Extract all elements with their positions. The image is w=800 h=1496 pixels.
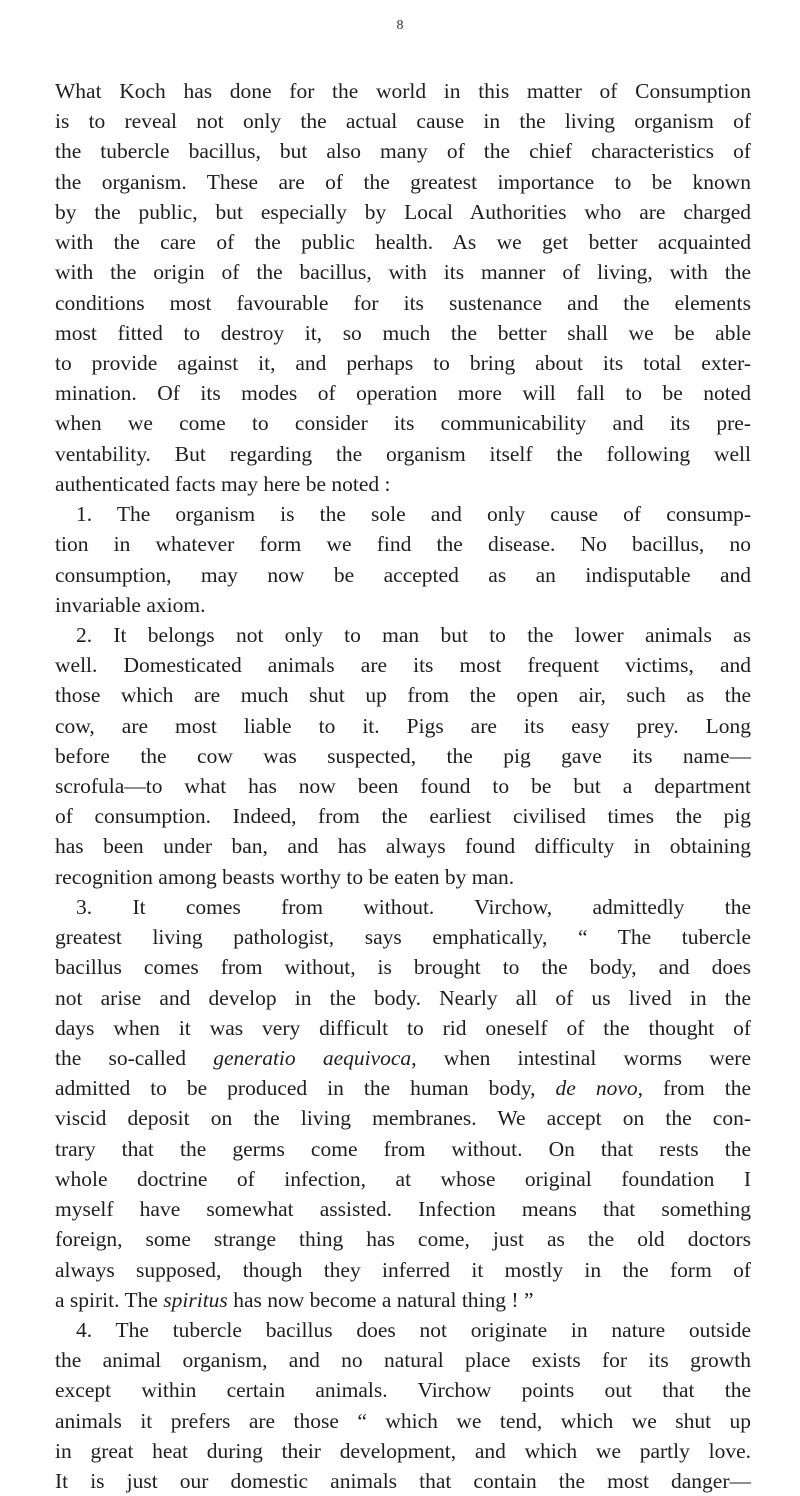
text-line: the animal organism, and no natural place exists for its growth: [55, 1348, 751, 1373]
text-line: scrofula—to what has now been found to be but a department: [55, 774, 751, 799]
text-line: before the cow was suspected, the pig gave its name—: [55, 743, 751, 768]
text-line: 1. The organism is the sole and only cause of consump-: [76, 502, 751, 527]
text-line: recognition among beasts worthy to be eaten by man.: [55, 864, 515, 889]
page-number: 8: [396, 18, 404, 33]
text-line: animals it prefers are those “ which we tend, which we shut up: [55, 1408, 751, 1433]
text-line: [55, 1043, 751, 1073]
text-line: the organism. These are of the greatest importance to be known: [55, 169, 751, 194]
text-line: by the public, but especially by Local Authorities who are charged: [55, 199, 751, 224]
text-segment: a spirit. The: [55, 1287, 164, 1312]
text-line: cow, are most liable to it. Pigs are its easy prey. Long: [55, 713, 751, 738]
text-line: with the care of the public health. As we get better acquainted: [55, 230, 751, 255]
body-text: [55, 76, 751, 1496]
text-segment: , when intestinal worms were: [411, 1046, 751, 1070]
text-line: has been under ban, and has always found difficulty in obtaining: [55, 834, 751, 859]
text-line: most fitted to destroy it, so much the better shall we be able: [55, 320, 751, 345]
text-line: always supposed, though they inferred it mostly in the form of: [55, 1257, 751, 1282]
text-line: except within certain animals. Virchow points out that the: [55, 1378, 751, 1403]
text-line: [55, 1073, 751, 1103]
text-line: is to reveal not only the actual cause in the living organism of: [55, 109, 751, 134]
text-line: ventability. But regarding the organism itself the following well: [55, 441, 751, 466]
text-line: It is just our domestic animals that contain the most danger—: [55, 1469, 751, 1494]
text-line: viscid deposit on the living membranes. We accept on the con-: [55, 1106, 751, 1131]
text-line: What Koch has done for the world in this matter of Consumption: [55, 79, 751, 103]
text-line: conditions most favourable for its sustenance and the elements: [55, 290, 751, 315]
text-line: whole doctrine of infection, at whose original foundation I: [55, 1166, 751, 1191]
text-line: 2. It belongs not only to man but to the lower animals as: [76, 622, 751, 647]
text-line: myself have somewhat assisted. Infection means that something: [55, 1197, 751, 1222]
text-line: the tubercle bacillus, but also many of the chief characteristics of: [55, 139, 751, 164]
text-line: greatest living pathologist, says emphatically, “ The tubercle: [55, 925, 751, 950]
text-line: mination. Of its modes of operation more will fall to be noted: [55, 381, 751, 406]
text-line: tion in whatever form we find the disease. No bacillus, no: [55, 532, 751, 557]
text-line: foreign, some strange thing has come, just as the old doctors: [55, 1227, 751, 1252]
text-line: trary that the germs come from without. On that rests the: [55, 1136, 751, 1161]
text-line: invariable axiom.: [55, 592, 206, 617]
text-line: in great heat during their development, and which we partly love.: [55, 1438, 751, 1463]
text-line: with the origin of the bacillus, with its manner of living, with the: [55, 260, 751, 285]
text-segment: admitted to be produced in the human body,: [55, 1076, 556, 1101]
italic-phrase: generatio aequivoca: [213, 1046, 412, 1070]
text-line: consumption, may now be accepted as an indisputable and: [55, 562, 751, 587]
italic-phrase: spiritus: [163, 1287, 228, 1312]
text-line: 3. It comes from without. Virchow, admittedly the: [76, 894, 751, 919]
italic-phrase: de novo: [555, 1076, 638, 1101]
text-line: not arise and develop in the body. Nearly all of us lived in the: [55, 985, 751, 1010]
text-line: when we come to consider its communicability and its pre-: [55, 411, 751, 436]
text-line: of consumption. Indeed, from the earliest civilised times the pig: [55, 804, 751, 829]
text-line: bacillus comes from without, is brought to the body, and does: [55, 955, 751, 980]
text-line: well. Domesticated animals are its most frequent victims, and: [55, 653, 751, 678]
text-segment: , from the: [637, 1076, 751, 1101]
text-line: 4. The tubercle bacillus does not originate in nature outside: [76, 1317, 751, 1342]
text-segment: has now become a natural thing ! ”: [227, 1287, 534, 1312]
text-line: days when it was very difficult to rid oneself of the thought of: [55, 1015, 751, 1040]
text-segment: the so-called: [55, 1046, 214, 1070]
text-line: those which are much shut up from the open air, such as the: [55, 683, 751, 708]
text-line: [55, 1285, 751, 1315]
text-line: authenticated facts may here be noted :: [55, 471, 391, 496]
text-line: to provide against it, and perhaps to bring about its total exter-: [55, 350, 751, 375]
